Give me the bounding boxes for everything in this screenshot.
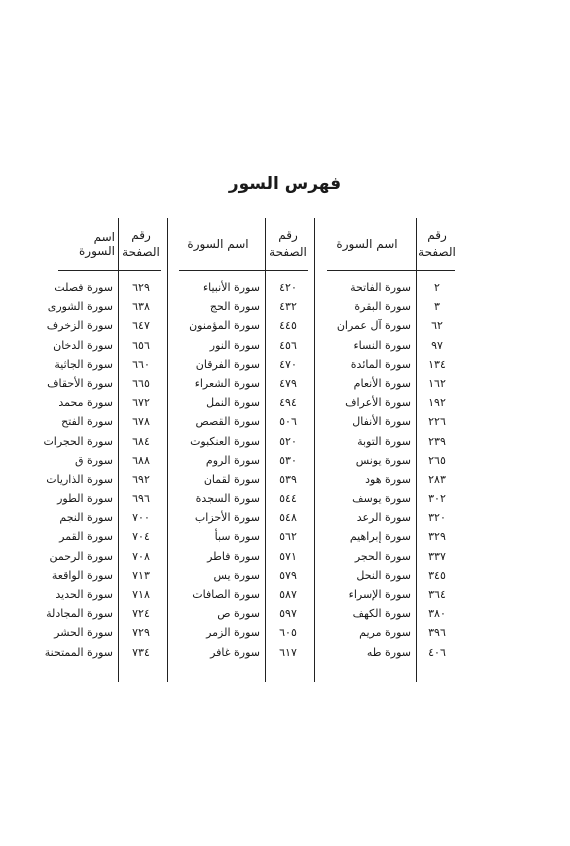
page-number: ٢ bbox=[434, 281, 440, 294]
page-number: ٦١٧ bbox=[279, 645, 297, 659]
surah-name: سورة الصافات bbox=[192, 588, 260, 601]
page-number: ٥٤٨ bbox=[279, 511, 297, 525]
index-row bbox=[53, 508, 161, 527]
index-row bbox=[172, 278, 308, 297]
page-number: ٣٩٦ bbox=[428, 626, 446, 640]
surah-name: سورة يونس bbox=[355, 453, 411, 467]
index-row bbox=[172, 451, 308, 470]
surah-name: سورة الحج bbox=[209, 300, 260, 314]
index-row bbox=[172, 432, 308, 451]
surah-name: سورة الفتح bbox=[61, 415, 113, 429]
page-number: ٧٠٨ bbox=[132, 549, 150, 563]
page-number-header-line2: الصفحة bbox=[122, 245, 160, 259]
page-number: ٥٤٤ bbox=[279, 492, 297, 506]
index-row bbox=[319, 393, 455, 412]
surah-name: سورة سبأ bbox=[214, 530, 260, 544]
surah-name: سورة السجدة bbox=[195, 492, 260, 506]
index-column-2 bbox=[172, 218, 308, 682]
index-row bbox=[319, 489, 455, 508]
page-number: ٦٦٠ bbox=[132, 357, 150, 371]
index-row bbox=[319, 297, 455, 316]
page-number: ٥٧٩ bbox=[279, 568, 297, 582]
index-row bbox=[172, 508, 308, 527]
page-number: ٦٥٦ bbox=[132, 338, 150, 352]
page-number: ٣٨٠ bbox=[428, 607, 446, 621]
page-number: ٣٢٩ bbox=[428, 530, 446, 544]
page-number: ٦٢ bbox=[431, 319, 443, 333]
surah-name: سورة النحل bbox=[356, 568, 411, 582]
index-row bbox=[53, 336, 161, 355]
index-row bbox=[172, 527, 308, 546]
index-row bbox=[319, 643, 455, 662]
page-number-header bbox=[268, 218, 308, 270]
page-number: ٧٠٠ bbox=[132, 511, 150, 525]
index-row bbox=[172, 547, 308, 566]
header-rule bbox=[179, 270, 308, 271]
surah-name: سورة الجاثية bbox=[54, 357, 113, 371]
page-number: ٢٦٥ bbox=[428, 453, 446, 467]
page-number: ٣٣٧ bbox=[428, 549, 446, 563]
page-number: ٤٣٢ bbox=[279, 300, 297, 314]
surah-name: سورة الطور bbox=[57, 492, 113, 506]
index-row bbox=[46, 470, 161, 489]
page-number: ٤٩٤ bbox=[279, 396, 297, 410]
index-row bbox=[53, 585, 161, 604]
surah-name: سورة الحجر bbox=[354, 549, 411, 563]
page-number: ٦٣٨ bbox=[132, 300, 150, 314]
surah-name: سورة التوبة bbox=[357, 434, 411, 448]
group-separator-2 bbox=[167, 218, 168, 682]
index-row bbox=[319, 316, 455, 335]
page-number: ٥٩٧ bbox=[279, 607, 297, 621]
index-row bbox=[47, 297, 161, 316]
surah-name: سورة فاطر bbox=[207, 549, 260, 563]
index-row bbox=[172, 316, 308, 335]
group-separator-1 bbox=[314, 218, 315, 682]
index-row bbox=[319, 355, 455, 374]
index-row bbox=[172, 585, 308, 604]
index-column-1 bbox=[319, 218, 455, 682]
page-number: ١٣٤ bbox=[428, 357, 446, 371]
index-row bbox=[46, 316, 161, 335]
surah-name: سورة الممتحنة bbox=[44, 645, 113, 659]
page-number: ٧١٨ bbox=[132, 588, 150, 601]
index-row bbox=[172, 604, 308, 623]
page-number: ٤٠٦ bbox=[428, 645, 446, 659]
page-number: ٦٤٧ bbox=[132, 319, 150, 333]
index-row bbox=[53, 393, 161, 412]
index-row bbox=[172, 355, 308, 374]
index-row bbox=[172, 336, 308, 355]
page-number: ٤٤٥ bbox=[279, 319, 297, 333]
surah-name: سورة البقرة bbox=[354, 300, 411, 314]
page-number: ٦٦٥ bbox=[132, 376, 150, 390]
header-rule bbox=[58, 270, 161, 271]
surah-name-header: اسم السورة bbox=[187, 237, 249, 251]
index-row bbox=[49, 547, 161, 566]
surah-name: سورة النجم bbox=[59, 511, 113, 525]
page-number: ٥٢٠ bbox=[279, 434, 297, 448]
surah-name: سورة طه bbox=[366, 645, 411, 659]
page-number: ٢٨٣ bbox=[428, 472, 446, 486]
page-number: ٧٢٤ bbox=[132, 607, 150, 621]
surah-name: سورة الدخان bbox=[53, 338, 113, 352]
surah-index-table bbox=[43, 218, 456, 682]
index-row bbox=[44, 643, 161, 662]
surah-name: سورة ق bbox=[74, 453, 113, 467]
header-rule bbox=[327, 270, 455, 271]
page-number: ٣٢٠ bbox=[428, 511, 446, 525]
surah-name: سورة ص bbox=[217, 607, 260, 621]
page-number: ٥٣٠ bbox=[279, 453, 297, 467]
page-number: ٦٠٥ bbox=[279, 626, 297, 640]
page-number: ٤٢٠ bbox=[279, 281, 297, 294]
index-row bbox=[47, 374, 161, 393]
surah-name: سورة المؤمنون bbox=[189, 319, 260, 333]
index-row bbox=[319, 566, 455, 585]
index-row bbox=[319, 412, 455, 431]
index-row bbox=[172, 489, 308, 508]
surah-name: سورة الشعراء bbox=[194, 376, 260, 390]
index-row bbox=[53, 489, 161, 508]
page-title: فهرس السور bbox=[228, 174, 342, 194]
page-number: ٢٣٩ bbox=[428, 434, 446, 448]
surah-name: سورة الرحمن bbox=[49, 549, 113, 563]
index-row bbox=[172, 412, 308, 431]
surah-name: سورة الأحزاب bbox=[194, 511, 260, 525]
index-row bbox=[172, 566, 308, 585]
page-number: ٧١٣ bbox=[132, 568, 150, 582]
page-number: ٤٥٦ bbox=[279, 338, 297, 352]
page-number: ٧٢٩ bbox=[132, 626, 150, 640]
page-number: ٤٧٩ bbox=[279, 376, 297, 390]
surah-name: سورة القصص bbox=[195, 415, 260, 429]
page-number: ٥٣٩ bbox=[279, 472, 297, 486]
page-number: ٦٨٤ bbox=[132, 434, 150, 448]
page-number: ٣ bbox=[434, 300, 440, 314]
index-rows bbox=[43, 278, 161, 662]
surah-name: سورة القمر bbox=[59, 530, 113, 544]
index-row bbox=[53, 623, 161, 642]
surah-name: سورة الرعد bbox=[356, 511, 411, 525]
surah-name: سورة الإسراء bbox=[348, 588, 411, 601]
surah-name: سورة مريم bbox=[359, 626, 411, 640]
surah-name-header: اسم السورة bbox=[79, 230, 115, 258]
index-row bbox=[53, 527, 161, 546]
index-row bbox=[172, 393, 308, 412]
index-row bbox=[53, 412, 161, 431]
index-row bbox=[172, 374, 308, 393]
surah-name: سورة الأنفال bbox=[352, 415, 411, 429]
surah-name: سورة الكهف bbox=[352, 607, 411, 621]
surah-name: سورة الأحقاف bbox=[47, 376, 113, 390]
index-row bbox=[319, 508, 455, 527]
surah-name: سورة المجادلة bbox=[46, 607, 113, 621]
page-number: ٥٦٢ bbox=[279, 530, 297, 544]
surah-name: سورة إبراهيم bbox=[349, 530, 411, 544]
page-number: ٦٩٦ bbox=[132, 492, 150, 506]
surah-name: سورة الحجرات bbox=[43, 434, 113, 448]
surah-name: سورة العنكبوت bbox=[190, 434, 260, 448]
surah-name: سورة محمد bbox=[58, 396, 113, 410]
index-row bbox=[319, 604, 455, 623]
index-row bbox=[172, 297, 308, 316]
page-number: ٢٢٦ bbox=[428, 415, 446, 429]
surah-name: سورة النور bbox=[209, 338, 260, 352]
index-row bbox=[53, 355, 161, 374]
index-row bbox=[319, 278, 455, 297]
surah-name: سورة النمل bbox=[206, 396, 260, 410]
index-row bbox=[319, 432, 455, 451]
surah-name: سورة الروم bbox=[205, 453, 260, 467]
page-number: ٦٢٩ bbox=[132, 281, 150, 294]
page-number: ٦٧٢ bbox=[132, 396, 150, 410]
page-number-header bbox=[121, 218, 161, 270]
page-number: ٧٣٤ bbox=[132, 645, 150, 659]
surah-name: سورة الواقعة bbox=[51, 568, 113, 582]
surah-name: سورة هود bbox=[365, 472, 411, 486]
surah-name: سورة الفرقان bbox=[195, 357, 260, 371]
page-number-header-line2: الصفحة bbox=[269, 245, 307, 259]
page-number-header-line2: الصفحة bbox=[418, 245, 456, 259]
page-number: ١٦٢ bbox=[428, 376, 446, 390]
index-row bbox=[46, 604, 161, 623]
page-number-header-line1: رقم bbox=[278, 228, 298, 242]
surah-name: سورة آل عمران bbox=[336, 319, 411, 333]
page-number: ١٩٢ bbox=[428, 396, 446, 410]
surah-name: سورة الأنبياء bbox=[202, 281, 260, 294]
surah-name-header: اسم السورة bbox=[336, 237, 398, 251]
index-row bbox=[319, 374, 455, 393]
page-number: ٩٧ bbox=[431, 338, 443, 352]
index-row bbox=[53, 451, 161, 470]
index-row bbox=[319, 470, 455, 489]
page-number: ٦٨٨ bbox=[132, 453, 150, 467]
surah-name: سورة يوسف bbox=[352, 492, 411, 506]
index-rows bbox=[319, 278, 455, 662]
page-number-header-line1: رقم bbox=[131, 228, 151, 242]
index-row bbox=[319, 451, 455, 470]
page-number: ٥٧١ bbox=[279, 549, 297, 563]
page-number: ٥٨٧ bbox=[279, 588, 297, 601]
index-row bbox=[319, 527, 455, 546]
page-number: ٥٠٦ bbox=[279, 415, 297, 429]
surah-name: سورة الحديد bbox=[55, 588, 113, 601]
surah-name: سورة الأعراف bbox=[345, 396, 411, 410]
page-number: ٦٧٨ bbox=[132, 415, 150, 429]
page-number-header bbox=[419, 218, 455, 270]
index-row bbox=[172, 643, 308, 662]
index-row bbox=[319, 547, 455, 566]
page-number: ٤٧٠ bbox=[279, 357, 297, 371]
page-number: ٧٠٤ bbox=[132, 530, 150, 544]
surah-name: سورة يس bbox=[213, 568, 260, 582]
index-row bbox=[172, 470, 308, 489]
index-row bbox=[53, 278, 161, 297]
index-row bbox=[172, 623, 308, 642]
surah-name: سورة المائدة bbox=[350, 357, 411, 371]
surah-name: سورة الزمر bbox=[206, 626, 260, 640]
surah-name: سورة الزخرف bbox=[46, 319, 113, 333]
index-rows bbox=[172, 278, 308, 662]
surah-name: سورة النساء bbox=[353, 338, 411, 352]
index-row bbox=[319, 336, 455, 355]
index-row bbox=[53, 566, 161, 585]
page-number: ٣٤٥ bbox=[428, 568, 446, 582]
page-number: ٣٠٢ bbox=[428, 492, 446, 506]
surah-name: سورة الذاريات bbox=[46, 472, 113, 486]
surah-name: سورة الحشر bbox=[54, 626, 113, 640]
index-row bbox=[43, 432, 161, 451]
index-row bbox=[319, 623, 455, 642]
index-row bbox=[319, 585, 455, 604]
page-number: ٦٩٢ bbox=[132, 472, 150, 486]
surah-name: سورة غافر bbox=[210, 645, 260, 659]
surah-name: سورة الأنعام bbox=[353, 376, 411, 390]
index-column-3 bbox=[43, 218, 161, 682]
surah-name: سورة الشورى bbox=[47, 300, 113, 314]
surah-name: سورة لقمان bbox=[203, 472, 260, 486]
surah-name: سورة الفاتحة bbox=[350, 281, 411, 294]
surah-name: سورة فصلت bbox=[54, 281, 113, 294]
page-number-header-line1: رقم bbox=[427, 228, 447, 242]
page-number: ٣٦٤ bbox=[428, 588, 446, 601]
